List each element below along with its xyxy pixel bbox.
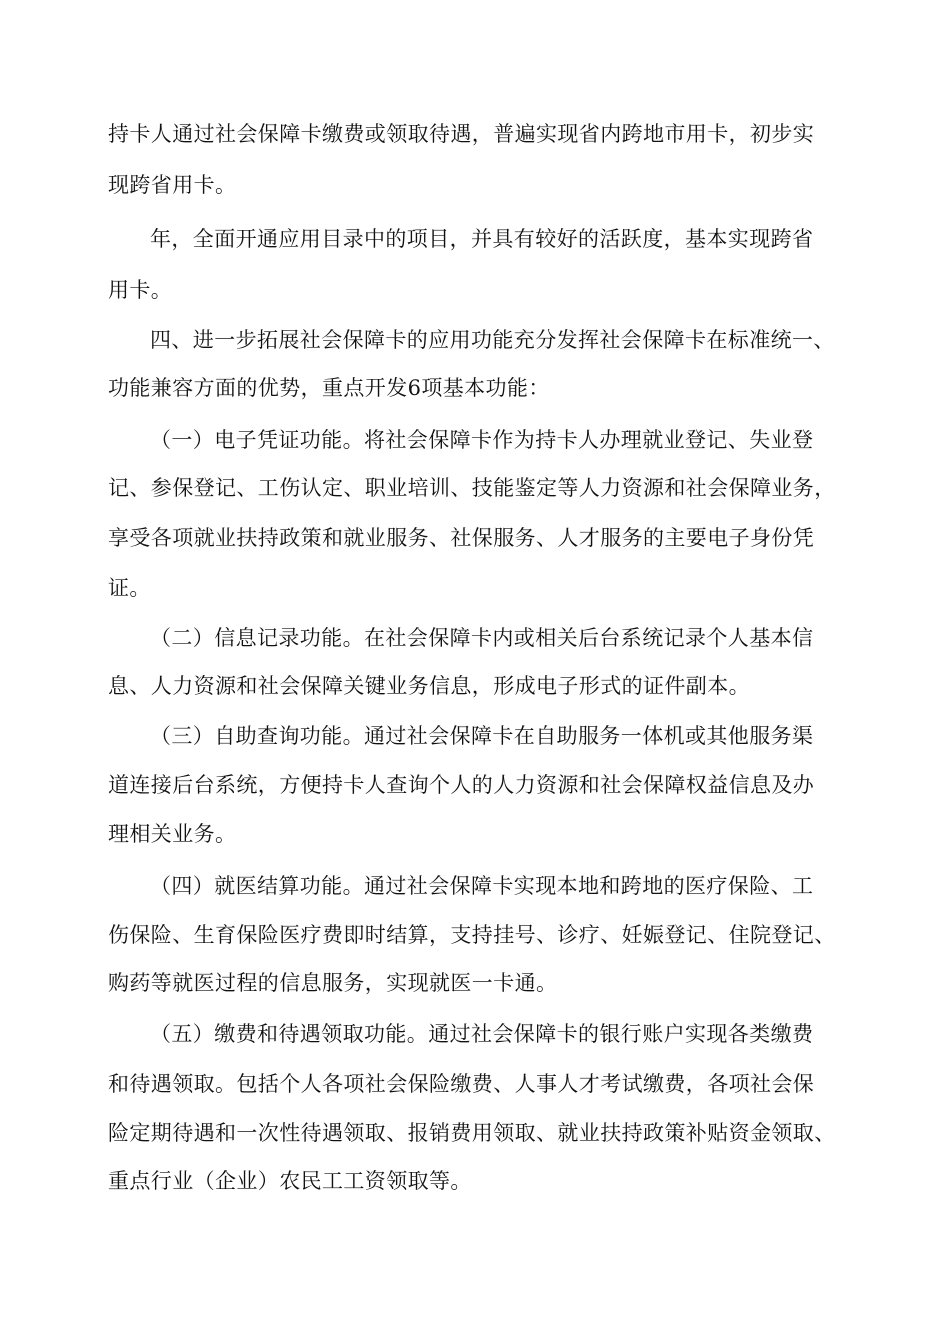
text-line: 四、进一步拓展社会保障卡的应用功能充分发挥社会保障卡在标准统一、: [150, 328, 835, 352]
text-line: 现跨省用卡。: [108, 173, 237, 197]
text-line: （二）信息记录功能。在社会保障卡内或相关后台系统记录个人基本信: [150, 626, 814, 650]
text-line: 重点行业（企业）农民工工资领取等。: [108, 1169, 472, 1193]
text-line: 功能兼容方面的优势，重点开发6项基本功能：: [108, 376, 550, 400]
text-line: 和待遇领取。包括个人各项社会保险缴费、人事人才考试缴费，各项社会保: [108, 1072, 815, 1096]
text-line: 息、人力资源和社会保障关键业务信息，形成电子形式的证件副本。: [108, 674, 750, 698]
text-line: 道连接后台系统，方便持卡人查询个人的人力资源和社会保障权益信息及办: [108, 773, 815, 797]
text-line: （一）电子凭证功能。将社会保障卡作为持卡人办理就业登记、失业登: [150, 428, 814, 452]
text-line: 年，全面开通应用目录中的项目，并具有较好的活跃度，基本实现跨省: [150, 227, 814, 251]
text-line: 购药等就医过程的信息服务，实现就医一卡通。: [108, 971, 558, 995]
text-line: 记、参保登记、工伤认定、职业培训、技能鉴定等人力资源和社会保障业务，: [108, 476, 836, 500]
text-line: 持卡人通过社会保障卡缴费或领取待遇，普遍实现省内跨地市用卡，初步实: [108, 122, 815, 146]
text-line: 证。: [108, 576, 151, 600]
text-line: （五）缴费和待遇领取功能。通过社会保障卡的银行账户实现各类缴费: [150, 1022, 814, 1046]
text-line: 享受各项就业扶持政策和就业服务、社保服务、人才服务的主要电子身份凭: [108, 526, 815, 550]
text-line: （四）就医结算功能。通过社会保障卡实现本地和跨地的医疗保险、工: [150, 874, 814, 898]
text-line: 用卡。: [108, 278, 173, 302]
text-line: 理相关业务。: [108, 822, 237, 846]
text-line: 险定期待遇和一次性待遇领取、报销费用领取、就业扶持政策补贴资金领取、: [108, 1121, 836, 1145]
text-line: （三）自助查询功能。通过社会保障卡在自助服务一体机或其他服务渠: [150, 724, 814, 748]
text-line: 伤保险、生育保险医疗费即时结算，支持挂号、诊疗、妊娠登记、住院登记、: [108, 923, 836, 947]
